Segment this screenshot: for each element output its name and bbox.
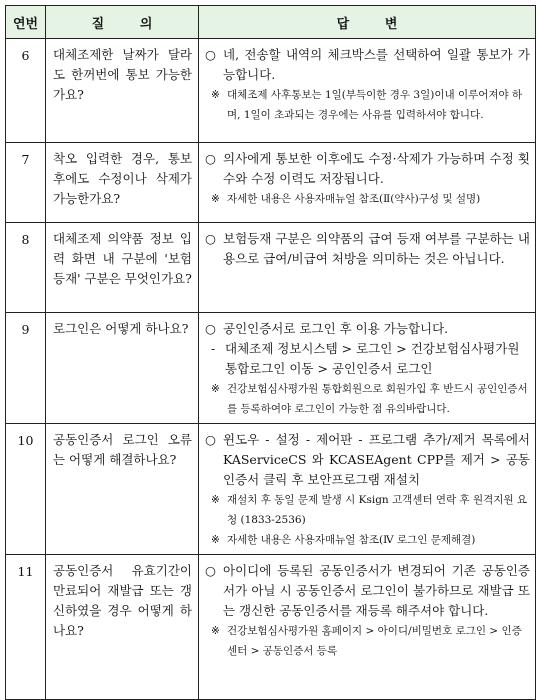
answer-text: 윈도우 - 설정 - 제어판 - 프로그램 추가/제거 목록에서 KAServiceCS 와 KCASEAgent CPP를 제거 > 공동인증서 클릭 후 보안프로그램 재설치 (223, 432, 530, 487)
table-row (6, 424, 536, 555)
circle-bullet-icon: ○ (205, 47, 216, 62)
answer-cell (199, 143, 536, 223)
answer-cell (199, 223, 536, 313)
reference-mark-icon: ※ (211, 625, 220, 637)
row-number: 7 (6, 143, 46, 223)
circle-bullet-icon: ○ (205, 432, 216, 447)
dash-bullet-icon: - (211, 341, 216, 356)
reference-mark-icon: ※ (211, 89, 220, 101)
header-no: 연번 (6, 6, 46, 39)
question-text: 대체조제 의약품 정보 입력 화면 내 구분에 '보험등재' 구분은 무엇인가요? (46, 223, 199, 313)
answer-subitem: 대체조제 정보시스템 > 로그인 > 건강보험심사평가원 통합로그인 이동 > 공인인증서 로그인 (225, 341, 520, 376)
row-number: 9 (6, 313, 46, 424)
table-row (6, 313, 536, 424)
answer-note: 건강보험심사평가원 통합회원으로 회원가입 후 반드시 공인인증서를 등록하여야 로그인이 가능한 점 유의바랍니다. (227, 383, 528, 415)
faq-table (5, 5, 536, 700)
answer-text: 보험등재 구분은 의약품의 급여 등재 여부를 구분하는 내용으로 급여/비급여 처방을 의미하는 것은 아닙니다. (223, 231, 530, 266)
answer-note: 자세한 내용은 사용자매뉴얼 참조(Ⅳ 로그인 문제해결) (227, 534, 476, 546)
table-row (6, 223, 536, 313)
table-row (6, 39, 536, 143)
row-number: 8 (6, 223, 46, 313)
answer-text: 공인인증서로 로그인 후 이용 가능합니다. (223, 321, 449, 336)
question-text: 공동인증서 로그인 오류는 어떻게 해결하나요? (46, 424, 199, 555)
row-number: 10 (6, 424, 46, 555)
reference-mark-icon: ※ (211, 494, 220, 506)
table-row (6, 555, 536, 700)
row-number: 6 (6, 39, 46, 143)
answer-text: 아이디에 등록된 공동인증서가 변경되어 기존 공동인증서가 아닐 시 공동인증서 로그인이 불가하므로 재발급 또는 갱신한 공동인증서를 재등록 해주셔야 합니다. (223, 563, 530, 618)
answer-text: 네, 전송할 내역의 체크박스를 선택하여 일괄 통보가 가능합니다. (223, 47, 530, 82)
circle-bullet-icon: ○ (205, 151, 216, 166)
circle-bullet-icon: ○ (205, 563, 216, 578)
circle-bullet-icon: ○ (205, 231, 216, 246)
header-answer: 답 변 (199, 6, 536, 39)
answer-note: 대체조제 사후통보는 1일(부득이한 경우 3일)이내 이루어져야 하며, 1일이 초과되는 경우에는 사유를 입력하셔야 합니다. (227, 89, 523, 121)
answer-cell (199, 424, 536, 555)
answer-note: 건강보험심사평가원 홈페이지 > 아이디/비밀번호 로그인 > 인증센터 > 공동인증서 등록 (227, 625, 522, 657)
question-text: 로그인은 어떻게 하나요? (46, 313, 199, 424)
question-text: 대체조제한 날짜가 달라도 한꺼번에 통보 가능한가요? (46, 39, 199, 143)
question-text: 공동인증서 유효기간이 만료되어 재발급 또는 갱신하였을 경우 어떻게 하나요? (46, 555, 199, 700)
header-row (6, 6, 536, 39)
reference-mark-icon: ※ (211, 193, 220, 205)
table-row (6, 143, 536, 223)
reference-mark-icon: ※ (211, 383, 220, 395)
answer-note: 재설치 후 동일 문제 발생 시 Ksign 고객센터 연락 후 원격지원 요청 (1833-2536) (227, 494, 528, 526)
header-question: 질 의 (46, 6, 199, 39)
answer-text: 의사에게 통보한 이후에도 수정·삭제가 가능하며 수정 횟수와 수정 이력도 저장됩니다. (223, 151, 530, 186)
answer-cell (199, 313, 536, 424)
question-text: 착오 입력한 경우, 통보 후에도 수정이나 삭제가 가능한가요? (46, 143, 199, 223)
answer-note: 자세한 내용은 사용자매뉴얼 참조(Ⅱ(약사)구성 및 설명) (227, 193, 481, 205)
circle-bullet-icon: ○ (205, 321, 216, 336)
row-number: 11 (6, 555, 46, 700)
answer-cell (199, 555, 536, 700)
reference-mark-icon: ※ (211, 534, 220, 546)
answer-cell (199, 39, 536, 143)
